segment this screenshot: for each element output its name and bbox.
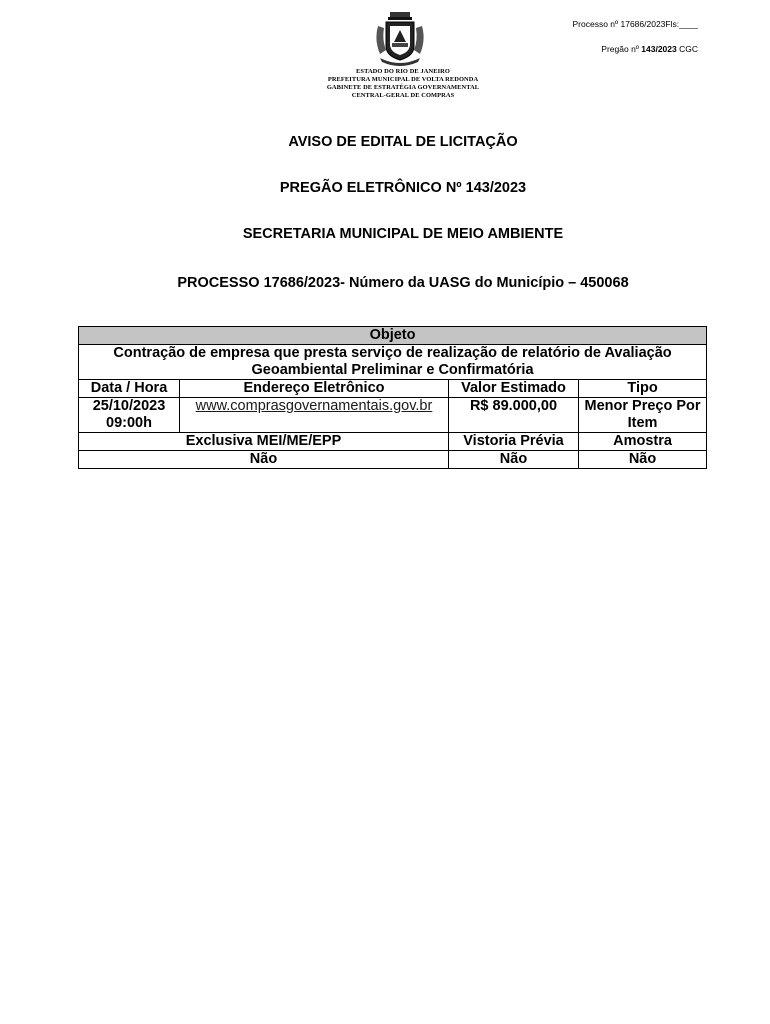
process-reference: Processo nº 17686/2023Fls:____ xyxy=(572,19,698,29)
header-line-prefecture: PREFEITURA MUNICIPAL DE VOLTA REDONDA xyxy=(327,76,479,83)
processo-title: PROCESSO 17686/2023- Número da UASG do Município – 450068 xyxy=(177,275,629,291)
cell-exclusiva: Não xyxy=(79,451,449,469)
institution-header xyxy=(290,68,516,100)
pregao-ref-number: 143/2023 xyxy=(641,44,677,54)
col-header-tipo: Tipo xyxy=(579,380,707,398)
pregao-reference xyxy=(601,44,698,54)
aviso-title: AVISO DE EDITAL DE LICITAÇÃO xyxy=(288,134,518,150)
col-header-endereco: Endereço Eletrônico xyxy=(180,380,449,398)
secretaria-title: SECRETARIA MUNICIPAL DE MEIO AMBIENTE xyxy=(242,226,564,242)
objeto-header: Objeto xyxy=(79,327,707,345)
pregao-title: PREGÃO ELETRÔNICO Nº 143/2023 xyxy=(279,180,527,196)
col-header-exclusiva: Exclusiva MEI/ME/EPP xyxy=(79,433,449,451)
pregao-ref-prefix: Pregão nº xyxy=(601,44,639,54)
cell-vistoria: Não xyxy=(449,451,579,469)
link-compras-governamentais[interactable]: www.comprasgovernamentais.gov.br xyxy=(180,398,449,433)
cell-valor: R$ 89.000,00 xyxy=(449,398,579,433)
col-header-data-hora: Data / Hora xyxy=(79,380,180,398)
header-line-central: CENTRAL-GERAL DE COMPRAS xyxy=(351,92,455,99)
col-header-vistoria: Vistoria Prévia xyxy=(449,433,579,451)
header-line-state: ESTADO DO RIO DE JANEIRO xyxy=(356,68,450,75)
header-line-cabinet: GABINETE DE ESTRATÉGIA GOVERNAMENTAL xyxy=(326,84,480,91)
pregao-ref-suffix: CGC xyxy=(679,44,698,54)
coat-of-arms-icon xyxy=(372,10,428,68)
objeto-description: Contração de empresa que presta serviço de realização de relatório de Avaliação Geoambiental Preliminar e Confirmatória xyxy=(79,345,707,380)
col-header-valor: Valor Estimado xyxy=(449,380,579,398)
cell-tipo: Menor Preço Por Item xyxy=(579,398,707,433)
cell-amostra: Não xyxy=(579,451,707,469)
edital-table xyxy=(78,326,707,469)
col-header-amostra: Amostra xyxy=(579,433,707,451)
cell-data-hora: 25/10/2023 09:00h xyxy=(79,398,180,433)
